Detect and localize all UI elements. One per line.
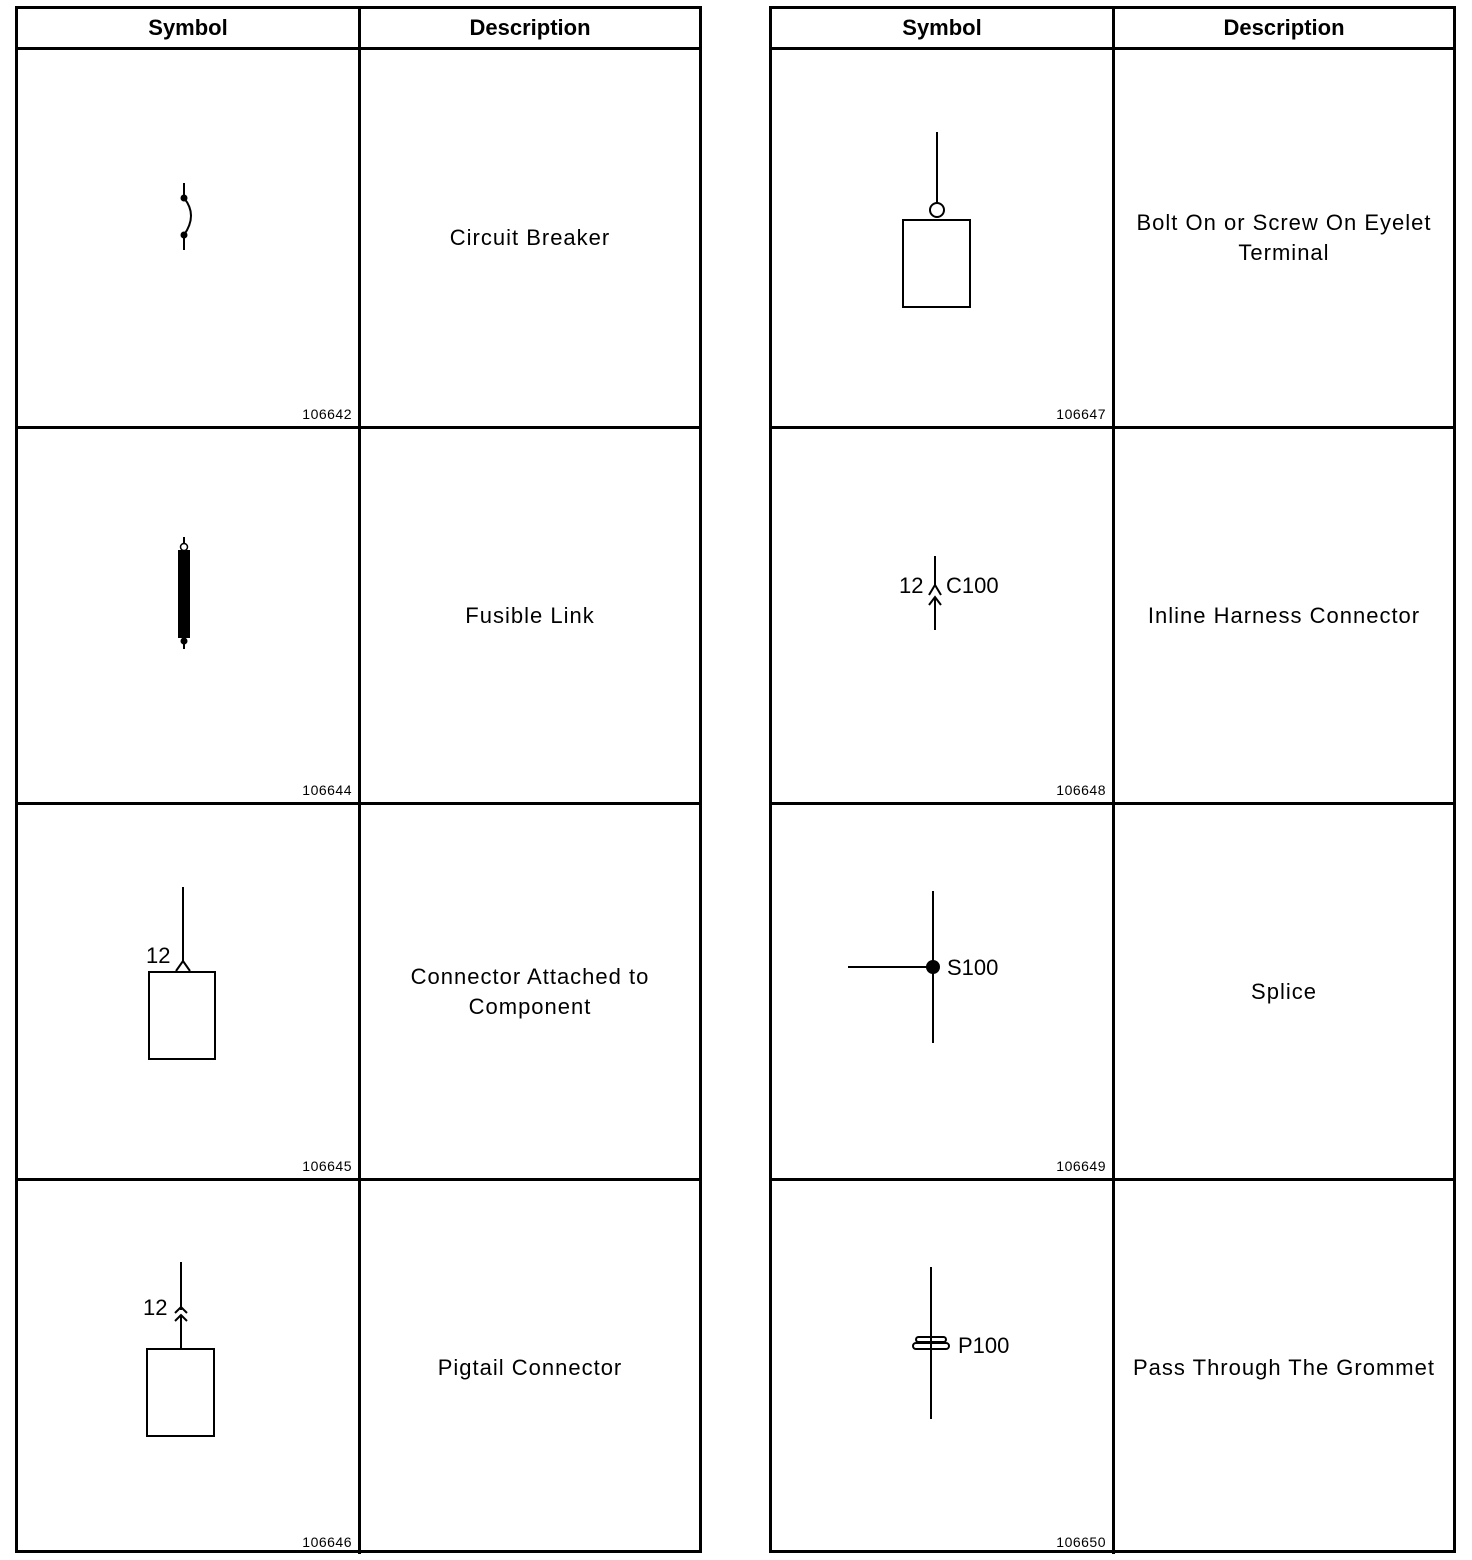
table-row — [18, 50, 699, 426]
figure-code: 106642 — [302, 406, 352, 422]
symbol-cell — [18, 50, 361, 426]
description-cell: Fusible Link — [465, 602, 595, 628]
circuit-breaker-icon — [18, 50, 358, 426]
table-row — [772, 50, 1453, 426]
header-symbol: Symbol — [772, 9, 1115, 50]
figure-code: 106645 — [302, 1158, 352, 1174]
symbol-cell — [772, 429, 1115, 802]
connector-attached-icon — [18, 805, 358, 1181]
eyelet-terminal-icon — [772, 50, 1112, 426]
figure-code: 106650 — [1056, 1534, 1106, 1550]
symbol-cell — [18, 429, 361, 802]
description-cell: Splice — [1251, 978, 1317, 1004]
header-description: Description — [1115, 9, 1453, 50]
symbol-cell — [772, 50, 1115, 426]
description-cell: Inline Harness Connector — [1147, 602, 1421, 628]
symbol-table-left — [15, 6, 702, 1553]
grommet-icon — [772, 1181, 1112, 1557]
header-symbol: Symbol — [18, 9, 361, 50]
splice-id-label: S100 — [947, 955, 999, 980]
table-row — [772, 1178, 1453, 1554]
description-cell: Bolt On or Screw On Eyelet Terminal — [1136, 210, 1432, 265]
figure-code: 106648 — [1056, 782, 1106, 798]
symbol-cell — [18, 805, 361, 1178]
fusible-link-icon — [18, 429, 358, 805]
description-cell: Pass Through The Grommet — [1133, 1354, 1435, 1380]
pin-number-label: 12 — [143, 1295, 168, 1320]
pin-number-label: 12 — [146, 943, 171, 968]
symbol-table-right — [769, 6, 1456, 1553]
table-row — [772, 426, 1453, 802]
table-row — [18, 802, 699, 1178]
connector-id-label: C100 — [946, 573, 999, 598]
header-description: Description — [361, 9, 699, 50]
table-row — [18, 1178, 699, 1554]
table-row — [18, 426, 699, 802]
symbol-cell — [772, 1181, 1115, 1554]
description-cell: Connector Attached to Component — [410, 963, 650, 1019]
symbol-cell — [772, 805, 1115, 1178]
figure-code: 106647 — [1056, 406, 1106, 422]
pigtail-connector-icon — [18, 1181, 358, 1557]
pin-number-label: 12 — [899, 573, 924, 598]
figure-code: 106644 — [302, 782, 352, 798]
figure-code: 106646 — [302, 1534, 352, 1550]
table-row — [772, 802, 1453, 1178]
inline-connector-icon — [772, 429, 1112, 805]
grommet-id-label: P100 — [958, 1333, 1010, 1358]
splice-icon — [772, 805, 1112, 1181]
symbol-cell — [18, 1181, 361, 1554]
figure-code: 106649 — [1056, 1158, 1106, 1174]
description-cell: Circuit Breaker — [449, 225, 611, 250]
description-cell: Pigtail Connector — [437, 1354, 623, 1380]
